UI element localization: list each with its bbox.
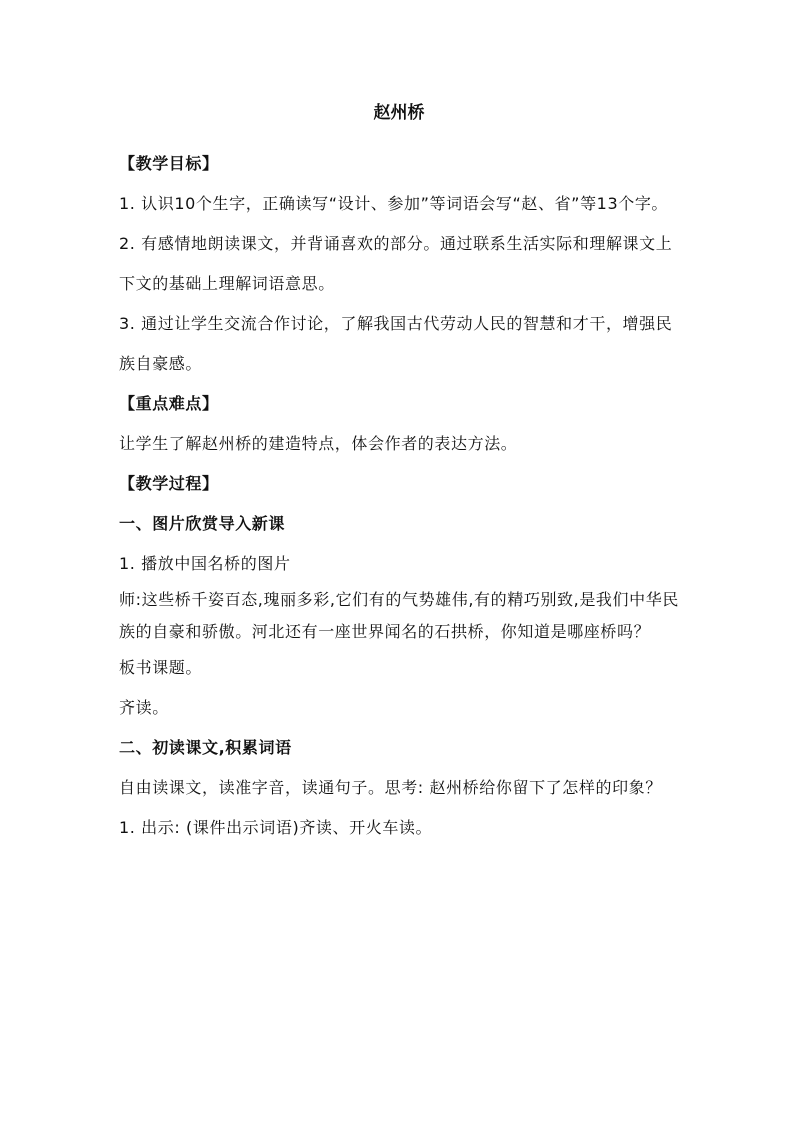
subheading-step-2: 二、初读课文,积累词语 <box>119 738 292 757</box>
document-title: 赵州桥 <box>373 103 425 123</box>
section-heading-teaching-process: 【教学过程】 <box>119 474 219 493</box>
key-points-text: 让学生了解赵州桥的建造特点，体会作者的表达方法。 <box>119 434 518 453</box>
document-page <box>119 100 679 848</box>
teacher-speech: 师:这些桥千姿百态,瑰丽多彩,它们有的气势雄伟,有的精巧别致,是我们中华民族的自豪和骄傲。河北还有一座世界闻名的石拱桥，你知道是哪座桥吗？ <box>119 590 679 641</box>
subheading-step-1: 一、图片欣赏导入新课 <box>119 514 286 533</box>
goal-item-2: 2. 有感情地朗读课文，并背诵喜欢的部分。通过联系生活实际和理解课文上下文的基础上理解词语意思。 <box>119 234 673 293</box>
read-together-note: 齐读。 <box>119 698 169 717</box>
step-1-item-1: 1. 播放中国名桥的图片 <box>119 554 291 573</box>
blackboard-title-note: 板书课题。 <box>119 658 203 677</box>
section-heading-key-points: 【重点难点】 <box>119 394 219 413</box>
step-2-item-1: 1. 出示: (课件出示词语)齐读、开火车读。 <box>119 818 433 837</box>
free-reading-text: 自由读课文，读准字音，读通句子。思考: 赵州桥给你留下了怎样的印象？ <box>119 778 662 797</box>
goal-item-1: 1. 认识10个生字，正确读写“设计、参加”等词语会写“赵、省”等13个字。 <box>119 194 669 213</box>
section-heading-teaching-goals: 【教学目标】 <box>119 154 219 173</box>
goal-item-3: 3. 通过让学生交流合作讨论，了解我国古代劳动人民的智慧和才干，增强民族自豪感。 <box>119 314 673 373</box>
